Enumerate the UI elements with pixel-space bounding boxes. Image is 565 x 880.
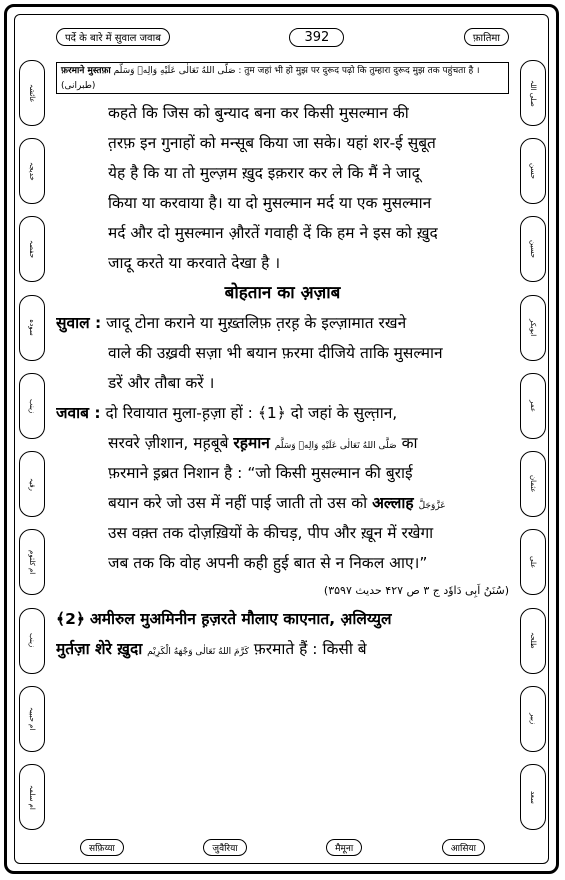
text-span: सरवरे ज़ीशान, मह़बूबे — [108, 434, 229, 452]
answer-line — [56, 398, 509, 428]
ornament-medallion: عمر — [520, 373, 546, 439]
ornament-medallion: علی — [520, 529, 546, 595]
bold-name: अल्लाह — [372, 494, 414, 512]
footer-label: मैमूना — [326, 839, 362, 856]
question-text: जादू टोना कराने या मुख़्तलिफ़ त़रह़ के इल्ज़ामात रखने — [106, 314, 407, 332]
text-span: का — [401, 434, 418, 452]
text-line: वाले की उख़्रवी सज़ा भी बयान फ़रमा दीजिये ताकि मुसल्मान — [108, 344, 443, 362]
item-number: ﴾2﴿ — [56, 610, 85, 628]
text-line: जब तक कि वोह अपनी कही हुई बात से न निकल आए।” — [108, 554, 428, 572]
ornament-medallion: ام سلمہ — [19, 764, 45, 830]
text-line: डरें और तौबा करें । — [108, 374, 215, 392]
answer-label: जवाब : — [56, 404, 101, 422]
notice-arabic: صَلَّى اللهُ تَعَالٰى عَلَيْهِ وَالِهٖ وَسَلَّم — [113, 66, 236, 76]
text-line — [56, 604, 509, 634]
ornament-medallion: سودہ — [19, 295, 45, 361]
section-heading: बोहतान का अ़ज़ाब — [224, 283, 341, 303]
text-line: कहते कि जिस को बुन्याद बना कर किसी मुसल्मान की — [108, 104, 409, 122]
ornament-medallion: عائشہ — [19, 60, 45, 126]
book-title: पर्दे के बारे में सुवाल जवाब — [56, 28, 170, 46]
question-label: सुवाल : — [56, 314, 102, 332]
text-line: मर्द और दो मुसल्मान औ़रतें गवाही दें कि हम ने इस को ख़ुद — [108, 224, 438, 242]
page-header — [56, 26, 509, 48]
page-number: 392 — [289, 28, 344, 47]
ornament-medallion: سعد — [520, 764, 546, 830]
text-line — [56, 488, 509, 518]
footer-label: आसिया — [442, 839, 485, 856]
footer-label: सफ़िय्या — [80, 839, 124, 856]
text-line: जादू करते या करवाते देखा है । — [108, 254, 281, 272]
main-content — [56, 98, 509, 664]
ornament-medallion: ابوبکر — [520, 295, 546, 361]
right-ornament-column — [519, 60, 547, 830]
text-line: फ़रमाने इ़ब्रत निशान है : “जो किसी मुसल्मान की बुराई — [108, 464, 413, 482]
ornament-medallion: ام حبیبہ — [19, 686, 45, 752]
text-line: उस वक़्त तक दोज़ख़ियों के कीचड़, पीप और ख़ून में रखेगा — [108, 524, 434, 542]
ornament-medallion: زبیر — [520, 686, 546, 752]
ornament-medallion: طلحہ — [520, 608, 546, 674]
notice-box — [56, 62, 509, 94]
text-line — [56, 634, 509, 664]
arabic-salutation: كَرَّمَ اللهُ تَعَالٰى وَجْهَهُ الْكَرِيْم — [147, 647, 249, 657]
text-line: किया या करवाया है। या दो मुसल्मान मर्द या एक मुसल्मान — [108, 194, 432, 212]
ornament-medallion: ام کلثوم — [19, 529, 45, 595]
arabic-salutation: صَلَّى اللهُ تَعَالٰى عَلَيْهِ وَالِهٖ وَسَلَّم — [274, 441, 397, 451]
ornament-medallion: حسین — [520, 216, 546, 282]
ornament-medallion: زینب — [19, 373, 45, 439]
header-right-label: फ़ातिमा — [464, 28, 509, 46]
text-line: त़रफ़ इन गुनाहों को मन्सूब किया जा सके। यहां शर-ई सुबूत — [108, 134, 436, 152]
text-span: फ़रमाते हैं : किसी बे — [253, 640, 367, 658]
footer-label: जुवैरिया — [203, 839, 246, 856]
ornament-medallion: صلی اللہ — [520, 60, 546, 126]
notice-text: : तुम जहां भी हो मुझ पर दुरूद पढ़ो कि तुम्हारा दुरूद मुझ तक पहुंचता है । (طبرانی) — [61, 66, 480, 91]
notice-title: फ़रमाने मुस्तफ़ा — [61, 66, 111, 76]
ornament-medallion: زینب — [19, 608, 45, 674]
arabic-salutation: عَزَّوَجَلَّ — [418, 501, 446, 511]
ornament-medallion: رقیہ — [19, 451, 45, 517]
bold-name: मुर्तज़ा शेरे ख़ुदा — [56, 640, 143, 658]
answer-text: दो रिवायात मुला-ह़ज़ा हों : ﴾1﴿ दो जहां के सुल्त़ान, — [105, 404, 398, 422]
left-ornament-column — [18, 60, 46, 830]
bold-text: अमीरुल मुअमिनीन ह़ज़रते मौलाए काएनात, अ़लिय्युल — [89, 610, 392, 628]
ornament-medallion: حفصہ — [19, 216, 45, 282]
bold-name: रह़मान — [233, 434, 270, 452]
text-span: बयान करे जो उस में नहीं पाई जाती तो उस को — [108, 494, 368, 512]
text-line: येह है कि या तो मुल्ज़म ख़ुद इक़रार कर ले कि मैं ने जादू — [108, 164, 420, 182]
text-line — [56, 428, 509, 458]
hadith-reference: (سُنَنُ اَبِی دَاوٗد ج ۳ ص ۴۲۷ حديث ۳۵۹۷) — [323, 584, 509, 597]
ornament-medallion: عثمان — [520, 451, 546, 517]
question-line — [56, 308, 509, 338]
page-footer — [80, 836, 485, 858]
ornament-medallion: خدیجہ — [19, 138, 45, 204]
ornament-medallion: حسن — [520, 138, 546, 204]
